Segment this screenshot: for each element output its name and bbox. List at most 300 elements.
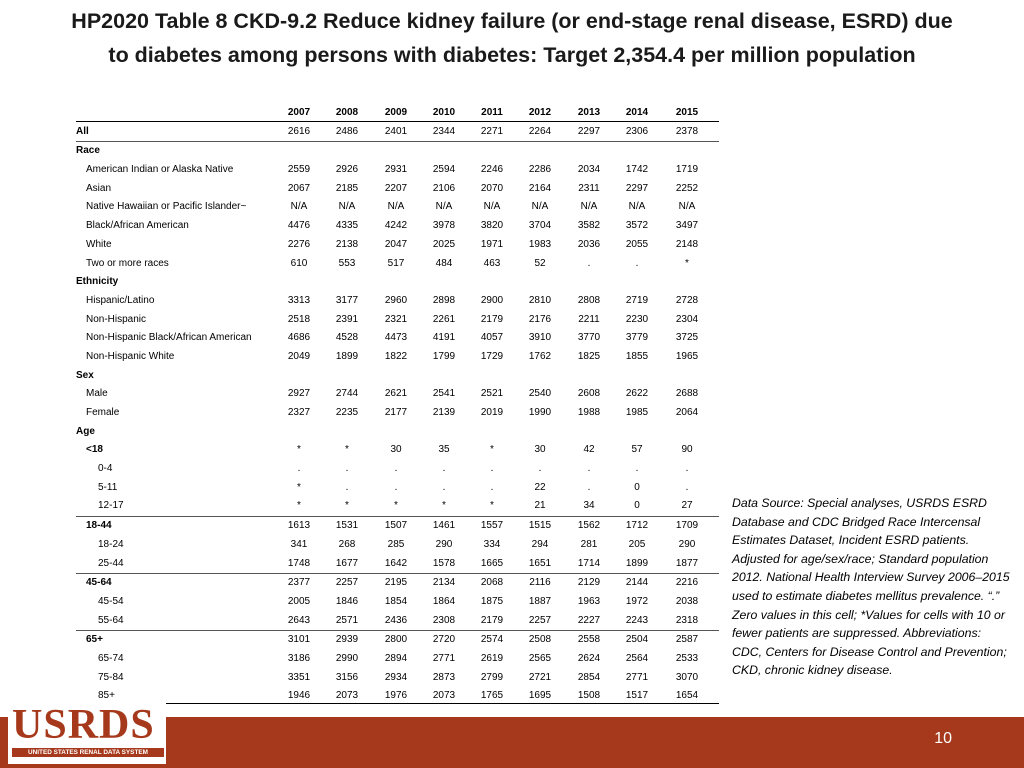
table-cell: 22 [534,481,546,493]
table-row [76,161,719,180]
table-cell: 553 [338,257,356,269]
table-row [76,404,719,423]
table-cell: 2264 [528,125,552,137]
row-label: Two or more races [86,257,169,269]
row-label: Age [76,425,95,437]
table-cell: 3820 [480,220,504,232]
row-label: 85+ [98,690,115,702]
table-row [76,593,719,612]
table-cell: * [297,481,301,493]
row-label: All [76,125,89,137]
table-cell: 2854 [577,671,601,683]
table-cell: 2034 [577,164,601,176]
slide-title-line-2: to diabetes among persons with diabetes: Target 2,354.4 per million population [108,43,916,67]
table-cell: N/A [435,201,453,213]
table-cell: 2720 [432,634,456,646]
table-cell: 3156 [335,671,359,683]
table-header-row [76,104,719,123]
row-label: 25-44 [98,557,124,569]
table-cell: 1517 [625,690,649,702]
table-cell: 2934 [384,671,408,683]
table-row [76,329,719,348]
table-cell: 1877 [675,557,699,569]
table-cell: 2508 [528,634,552,646]
table-cell: 3497 [675,220,699,232]
table-cell: 3725 [675,332,699,344]
table-cell: 2771 [432,652,456,664]
table-cell: 1695 [528,690,552,702]
table-bottom-rule [76,703,719,704]
table-cell: 1613 [287,520,311,532]
table-row [76,311,719,330]
table-cell: 1822 [384,350,408,362]
table-cell: 2894 [384,652,408,664]
table-cell: 2688 [675,388,699,400]
table-cell: 2771 [625,671,649,683]
table-cell: 2344 [432,125,456,137]
table-cell: 2621 [384,388,408,400]
table-cell: 1875 [480,595,504,607]
table-row [76,255,719,274]
table-row [76,460,719,479]
table-cell: N/A [580,201,598,213]
table-cell: 334 [483,538,501,550]
table-cell: 2073 [432,690,456,702]
table-cell: 3978 [432,220,456,232]
table-cell: 2308 [432,614,456,626]
table-cell: 3910 [528,332,552,344]
table-cell: 3101 [287,634,311,646]
table-row [76,273,719,292]
table-cell: 1578 [432,557,456,569]
table-cell: 2518 [287,313,311,325]
table-cell: 1855 [625,350,649,362]
table-cell: 2179 [480,313,504,325]
table-cell: 2719 [625,294,649,306]
year-header: 2013 [577,107,601,118]
data-source-note: Data Source: Special analyses, USRDS ESRD Database and CDC Bridged Race Intercensal Estimates Dataset, Incident ESRD patients. Adjusted for age/sex/race; Standard population 2012. National Health Interview Survey 2006–2015 used to estimate diabetes mellitus prevalence. “.” Zero values in this cell; *Values for cells with 10 or fewer patients are suppressed. Abbreviations: CDC, Centers for Disease Control and Prevention; CKD, chronic kidney disease. [732,496,1010,678]
table-cell: 2378 [675,125,699,137]
table-cell: N/A [628,201,646,213]
table-cell: 2297 [577,125,601,137]
table-cell: 42 [583,444,595,456]
table-cell: 2049 [287,350,311,362]
table-row [76,367,719,386]
table-cell: 2898 [432,294,456,306]
table-cell: 2401 [384,125,408,137]
table-cell: 3572 [625,220,649,232]
table-cell: . [442,463,446,475]
table-cell: 2321 [384,313,408,325]
table-cell: 52 [534,257,546,269]
table-cell: . [442,481,446,493]
table-cell: 1461 [432,520,456,532]
table-cell: 290 [435,538,453,550]
table-cell: N/A [290,201,308,213]
table-cell: 1748 [287,557,311,569]
table-cell: 2622 [625,388,649,400]
table-cell: 4191 [432,332,456,344]
table-row [76,423,719,442]
table-cell: 2926 [335,164,359,176]
table-cell: 2297 [625,182,649,194]
table-row [76,516,719,536]
table-cell: 2571 [335,614,359,626]
table-cell: . [394,463,398,475]
row-label: 45-64 [86,577,112,589]
table-cell: * [490,500,494,512]
table-cell: 341 [290,538,308,550]
table-cell: 2960 [384,294,408,306]
table-cell: 3351 [287,671,311,683]
table-cell: 2257 [335,577,359,589]
table-cell: 2230 [625,313,649,325]
year-header: 2011 [481,107,503,118]
table-cell: 2047 [384,238,408,250]
table-cell: 3704 [528,220,552,232]
table-cell: 2005 [287,595,311,607]
table-row [76,497,719,516]
table-cell: 610 [290,257,308,269]
table-cell: 2927 [287,388,311,400]
table-cell: 1846 [335,595,359,607]
table-cell: 2540 [528,388,552,400]
row-label: Native Hawaiian or Pacific Islander~ [86,201,247,213]
table-cell: 2800 [384,634,408,646]
table-cell: 2211 [578,313,600,325]
year-header: 2007 [287,107,311,118]
row-label: Black/African American [86,220,189,232]
table-cell: 4335 [335,220,359,232]
slide-title-line-1: HP2020 Table 8 CKD-9.2 Reduce kidney failure (or end-stage renal disease, ESRD) due [71,9,953,33]
year-header: 2010 [432,107,456,118]
table-cell: 1557 [480,520,504,532]
table-cell: 2810 [528,294,552,306]
table-cell: . [635,257,639,269]
table-cell: 4686 [287,332,311,344]
table-cell: 2246 [480,164,504,176]
table-cell: 1714 [577,557,601,569]
table-cell: 34 [583,500,595,512]
table-cell: 2744 [335,388,359,400]
table-cell: 2643 [287,614,311,626]
table-cell: 1976 [384,690,408,702]
table-cell: 1712 [625,520,649,532]
table-cell: 1654 [675,690,699,702]
table-cell: 2808 [577,294,601,306]
table-cell: 2304 [675,313,699,325]
table-cell: 2036 [577,238,601,250]
table-cell: . [587,463,591,475]
table-cell: 4057 [480,332,504,344]
table-cell: . [538,463,542,475]
table-cell: 3070 [675,671,699,683]
table-cell: 2565 [528,652,552,664]
table-cell: 2144 [625,577,649,589]
table-cell: 2073 [335,690,359,702]
row-label: 0-4 [98,463,113,475]
table-cell: * [685,257,689,269]
table-cell: 484 [435,257,453,269]
table-row [76,479,719,498]
table-cell: 1508 [577,690,601,702]
table-cell: 290 [678,538,696,550]
table-cell: . [635,463,639,475]
table-row [76,573,719,593]
table-cell: N/A [387,201,405,213]
table-cell: 2067 [287,182,311,194]
table-cell: * [297,500,301,512]
slide-title [0,4,1024,72]
row-label: 65-74 [98,652,124,664]
row-label: 65+ [86,634,103,646]
table-cell: 3770 [577,332,601,344]
table-cell: 4242 [384,220,408,232]
table-cell: . [490,463,494,475]
table-cell: 1965 [675,350,699,362]
table-cell: 57 [631,444,643,456]
table-cell: 4528 [335,332,359,344]
table-cell: 1946 [287,690,311,702]
table-cell: 1983 [528,238,552,250]
table-cell: 2728 [675,294,699,306]
table-cell: 2138 [335,238,359,250]
table-row [76,441,719,460]
table-cell: N/A [678,201,696,213]
table-cell: . [345,463,349,475]
table-cell: 2227 [577,614,601,626]
table-cell: . [297,463,301,475]
table-cell: 294 [531,538,549,550]
table-cell: 2207 [384,182,408,194]
table-row [76,385,719,404]
table-cell: 2327 [287,407,311,418]
usrds-logo [8,702,166,764]
table-cell: 2318 [675,614,699,626]
table-cell: 1765 [480,690,504,702]
table-row [76,536,719,555]
table-cell: 1963 [577,595,601,607]
table-cell: 2587 [675,634,699,646]
table-cell: 2559 [287,164,311,176]
table-cell: 2624 [577,652,601,664]
table-row [76,555,719,574]
table-cell: 35 [438,444,450,456]
table-cell: . [685,463,689,475]
table-cell: 2286 [528,164,552,176]
table-cell: 30 [390,444,402,456]
table-cell: 2176 [528,313,552,325]
table-cell: 2148 [675,238,699,250]
row-label: 12-17 [98,500,124,512]
table-cell: 2025 [432,238,456,250]
table-cell: 2185 [335,182,359,194]
row-label: Hispanic/Latino [86,294,155,306]
table-cell: 30 [534,444,546,456]
table-row [76,650,719,669]
table-cell: 1899 [335,350,359,362]
table-cell: 2252 [675,182,699,194]
row-label: White [86,238,112,250]
table-cell: 2521 [480,388,504,400]
table-cell: 285 [387,538,405,550]
table-cell: 2391 [335,313,359,325]
table-cell: 1531 [335,520,359,532]
table-cell: 3186 [287,652,311,664]
table-cell: N/A [531,201,549,213]
row-label: Non-Hispanic Black/African American [86,332,252,344]
table-cell: 2311 [578,182,600,194]
year-header: 2009 [384,107,408,118]
table-cell: * [297,444,301,456]
table-cell: 1651 [528,557,552,569]
table-cell: 2271 [480,125,504,137]
table-cell: 2939 [335,634,359,646]
table-cell: * [394,500,398,512]
table-cell: * [490,444,494,456]
table-row [76,198,719,217]
table-cell: * [442,500,446,512]
table-cell: 2436 [384,614,408,626]
table-cell: 2068 [480,577,504,589]
table-cell: 2594 [432,164,456,176]
table-cell: 1985 [625,407,649,418]
table-cell: 2900 [480,294,504,306]
table-row [76,236,719,255]
row-label: Sex [76,369,94,381]
table-cell: 2873 [432,671,456,683]
table-row [76,292,719,311]
row-label: 18-24 [98,538,124,550]
row-label: Female [86,407,120,418]
table-cell: 2608 [577,388,601,400]
table-cell: 1971 [480,238,504,250]
table-cell: 1719 [675,164,699,176]
table-cell: 2931 [384,164,408,176]
table-cell: 0 [634,481,640,493]
table-cell: 281 [580,538,598,550]
table-cell: . [394,481,398,493]
row-label: Non-Hispanic [86,313,147,325]
table-cell: 2134 [432,577,456,589]
table-cell: 1799 [432,350,456,362]
table-cell: 463 [483,257,501,269]
table-cell: 1709 [675,520,699,532]
table-cell: 1990 [528,407,552,418]
table-row [76,612,719,631]
table-cell: 3313 [287,294,311,306]
row-label: Male [86,388,108,400]
table-cell: 1665 [480,557,504,569]
table-cell: . [685,481,689,493]
table-cell: 2139 [432,407,456,418]
table-cell: 2235 [335,407,359,418]
page-number: 10 [934,730,952,747]
table-cell: 2164 [528,182,552,194]
table-cell: . [587,481,591,493]
table-cell: 1825 [577,350,601,362]
table-cell: 2721 [528,671,552,683]
table-cell: 90 [681,444,693,456]
table-cell: 1562 [577,520,601,532]
table-cell: * [345,500,349,512]
table-cell: 2064 [675,407,699,418]
table-cell: 1864 [432,595,456,607]
year-header: 2014 [625,107,649,118]
table-cell: 2616 [287,125,311,137]
table-cell: . [345,481,349,493]
table-cell: 27 [681,500,693,512]
logo-tagline: UNITED STATES RENAL DATA SYSTEM [12,748,164,757]
row-label: 55-64 [98,614,124,626]
year-header: 2012 [528,107,552,118]
table-cell: 205 [628,538,646,550]
year-header: 2008 [335,107,359,118]
table-cell: 2377 [287,577,311,589]
row-label: Ethnicity [76,276,119,288]
table-cell: 2216 [675,577,699,589]
table-cell: 1887 [528,595,552,607]
table-cell: 268 [338,538,356,550]
row-label: American Indian or Alaska Native [86,164,234,176]
table-cell: 3779 [625,332,649,344]
table-cell: 2574 [480,634,504,646]
table-cell: 1854 [384,595,408,607]
row-label: 75-84 [98,671,124,683]
table-row [76,348,719,367]
table-cell: 2243 [625,614,649,626]
table-row [76,180,719,199]
table-cell: N/A [338,201,356,213]
row-label: Asian [86,182,112,194]
table-cell: 4473 [384,332,408,344]
table-cell: 2619 [480,652,504,664]
table-cell: 2306 [625,125,649,137]
table-cell: 2486 [335,125,359,137]
table-cell: 1507 [384,520,408,532]
row-label: 18-44 [86,520,112,532]
table-cell: 2276 [287,238,311,250]
table-cell: 2038 [675,595,699,607]
table-cell: 1642 [384,557,408,569]
table-cell: 2261 [432,313,456,325]
table-cell: . [587,257,591,269]
row-label: Non-Hispanic White [86,350,175,362]
table-cell: * [345,444,349,456]
table-row [76,141,719,161]
table-cell: 3582 [577,220,601,232]
table-cell: 2179 [480,614,504,626]
table-row [76,630,719,650]
table-cell: 3177 [335,294,359,306]
row-label: <18 [86,444,103,456]
table-row [76,669,719,688]
year-header: 2015 [675,107,699,118]
table-cell: 1742 [625,164,649,176]
table-cell: 2558 [577,634,601,646]
table-cell: 2019 [480,407,504,418]
row-label: 45-54 [98,595,124,607]
table-cell: 2070 [480,182,504,194]
table-cell: 1899 [625,557,649,569]
table-cell: 4476 [287,220,311,232]
table-cell: 1729 [480,350,504,362]
logo-wordmark: USRDS [12,702,155,748]
table-cell: 1677 [335,557,359,569]
table-cell: 2541 [432,388,456,400]
data-table [76,104,719,706]
table-row [76,217,719,236]
